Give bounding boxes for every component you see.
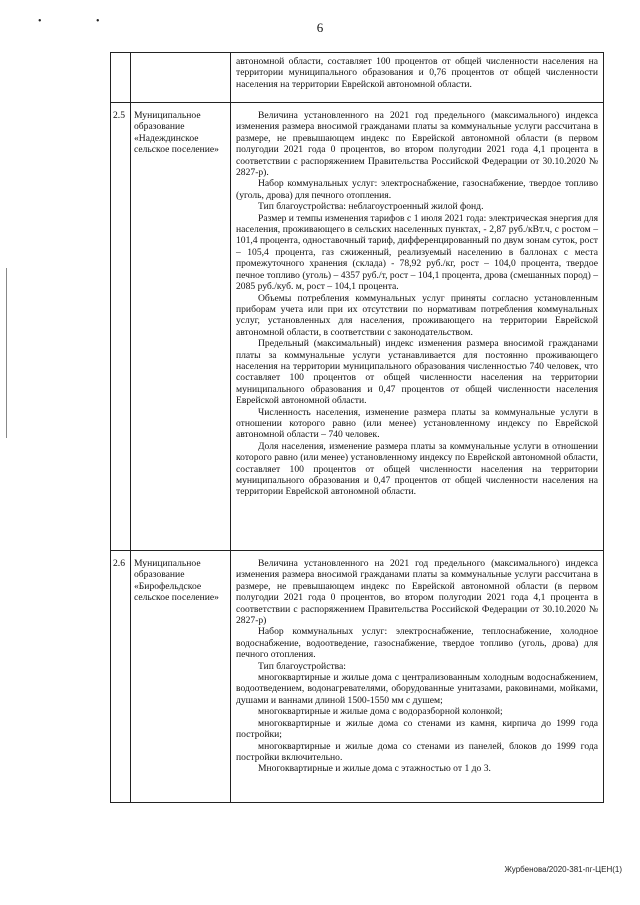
paragraph: Многоквартирные и жилые дома с этажностью от 1 до 3. — [258, 763, 491, 775]
row-number: 2.5 — [113, 110, 125, 121]
paragraph: Набор коммунальных услуг: электроснабжение, теплоснабжение, холодное водоснабжение, водоотведение, газоснабжение, твердое топливо (уголь, дрова) для печного отопления. — [236, 626, 598, 661]
paragraph: Объемы потребления коммунальных услуг приняты согласно установленным приборам учета или при их отсутствии по нормативам потребления коммунальных услуг, установленных для населения, проживающего на территории Еврейской автономной области, в соответствии с законодательством. — [236, 292, 598, 338]
paragraph: Тип благоустройства: — [258, 660, 346, 672]
column-separator — [230, 52, 231, 803]
paragraph: Тип благоустройства: неблагоустроенный жилой фонд. — [258, 201, 484, 213]
row-description — [236, 558, 598, 775]
continuation-text: автономной области, составляет 100 процентов от общей численности населения на территории муниципального образования и 0,76 процентов от общей численности населения на территории Еврейской автономной области. — [236, 56, 598, 90]
tariff-table — [110, 52, 604, 804]
table-top-border — [110, 52, 604, 53]
table-right-border — [603, 52, 604, 803]
municipality-name: Муниципальное образование «Надеждинское сельское поселение» — [134, 110, 219, 156]
row-description — [236, 110, 598, 498]
table-bottom-border — [110, 802, 604, 803]
paragraph: Численность населения, изменение размера платы за коммунальные услуги в отношении которого равно (или менее) установленному индексу по Еврейской автономной области – 740 человек. — [236, 406, 598, 441]
scan-margin-mark — [6, 268, 7, 438]
paragraph: Предельный (максимальный) индекс изменения размера вносимой гражданами платы за коммунальные услуги устанавливается для постоянно проживающего населения на территории муниципального образования численностью 740 человек, что составляет 100 процентов от общей численности населения на территории муниципального образования и 0,47 процентов от общей численности населения Еврейской автономной области. — [236, 338, 598, 407]
paragraph: Доля населения, изменение размера платы за коммунальные услуги в отношении которого равно (или менее) установленному индексу по Еврейской автономной области, составляет 100 процентов от общей численности населения на территории муниципального образования и 0,47 процентов от общей численности населения на территории Еврейской автономной области. — [236, 440, 598, 498]
row-number: 2.6 — [113, 558, 125, 569]
column-separator — [130, 52, 131, 803]
paragraph: Размер и темпы изменения тарифов с 1 июля 2021 года: электрическая энергия для населения, проживающего в сельских населенных пунктах, - 2,87 руб./кВт.ч, с ростом – 101,4 процента, одноставочный тариф, дифференцированный по двум зонам суток, рост – 105,4 процента, газ сжиженный, реализуемый населению в баллонах с места промежуточного хранения (склада) - 78,92 руб./кг, рост – 104,0 процента, твердое печное топливо (уголь) – 4357 руб./т, рост – 104,1 процента, дрова (смешанных пород) – 2085 руб./куб. м, рост – 104,1 процента. — [236, 212, 598, 293]
table-left-border — [110, 52, 111, 803]
scan-dots: • • — [38, 16, 126, 27]
paragraph: Набор коммунальных услуг: электроснабжение, газоснабжение, твердое топливо (уголь, дрова) для печного отопления. — [236, 178, 598, 201]
municipality-name: Муниципальное образование «Бирофельдское сельское поселение» — [134, 558, 219, 604]
document-code: Журбенова/2020-381-пг-ЦЕН(1) — [504, 865, 622, 874]
row-separator — [110, 102, 604, 103]
paragraph: Величина установленного на 2021 год предельного (максимального) индекса изменения размера вносимой гражданами платы за коммунальные услуги рассчитана в размере, не превышающем индекс по Еврейской автономной области (в первом полугодии 2021 года 0 процентов, во втором полугодии 2021 года 4,1 процента в соответствии с распоряжением Правительства Российской Федерации от 30.10.2020 № 2827-р) — [236, 558, 598, 627]
row-separator — [110, 550, 604, 551]
paragraph: многоквартирные и жилые дома с водоразборной колонкой; — [258, 706, 503, 718]
paragraph: Величина установленного на 2021 год предельного (максимального) индекса изменения размера вносимой гражданами платы за коммунальные услуги рассчитана в размере, не превышающем индекс по Еврейской автономной области (в первом полугодии 2021 года 0 процентов, во втором полугодии 2021 года 4,1 процента в соответствии с распоряжением Правительства Российской Федерации от 30.10.2020 № 2827-р). — [236, 110, 598, 179]
paragraph: многоквартирные и жилые дома со стенами из панелей, блоков до 1999 года постройки включительно. — [236, 740, 598, 763]
continuation-cell — [236, 56, 598, 90]
paragraph: многоквартирные и жилые дома с централизованным холодным водоснабжением, водоотведением, водонагревателями, оборудованные унитазами, раковинами, мойками, душами и ваннами длиной 1500-1550 мм с душем; — [236, 672, 598, 706]
page-number: 6 — [316, 20, 324, 35]
paragraph: многоквартирные и жилые дома со стенами из камня, кирпича до 1999 года постройки; — [236, 717, 598, 741]
